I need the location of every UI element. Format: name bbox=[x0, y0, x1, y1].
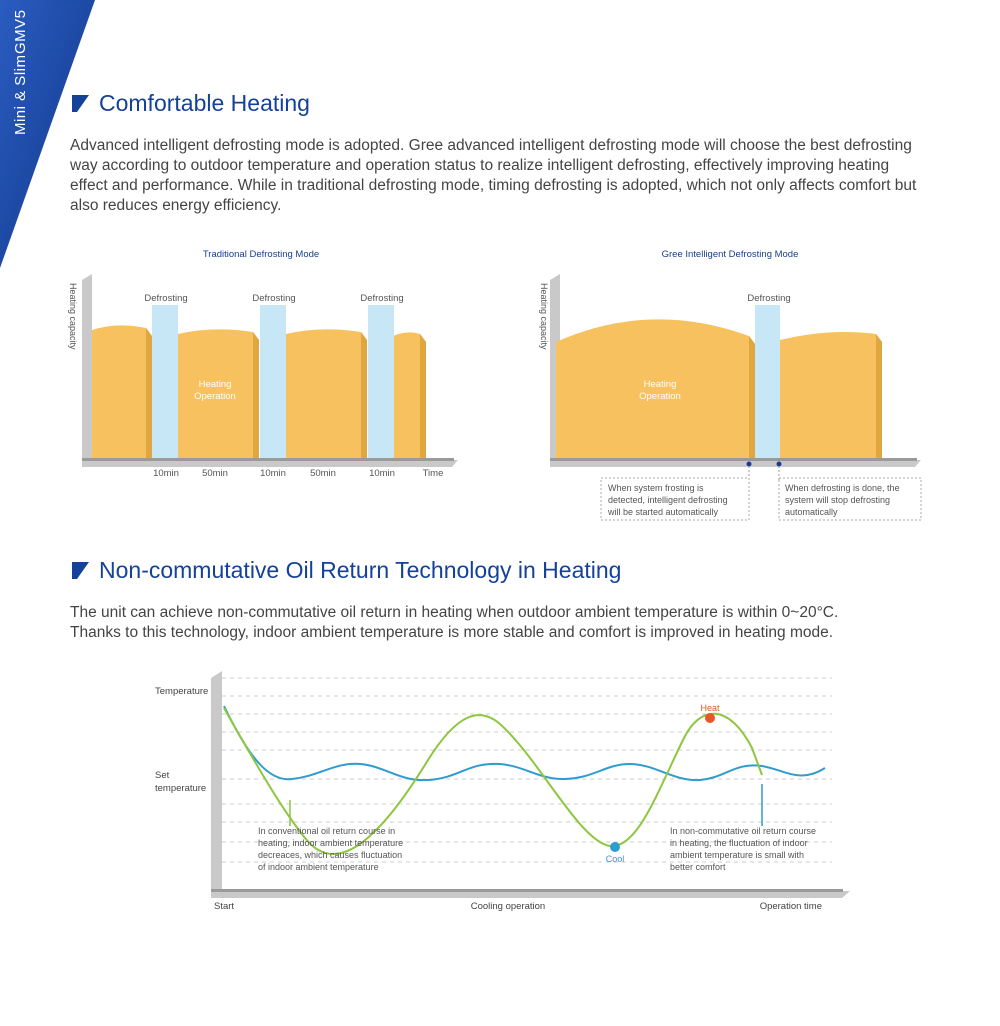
note-text: will be started automatically bbox=[608, 507, 719, 517]
y-axis-label: Temperature bbox=[155, 686, 209, 697]
chart-title: Traditional Defrosting Mode bbox=[202, 249, 320, 260]
heating-block bbox=[780, 332, 882, 458]
x-axis-base bbox=[82, 460, 458, 467]
defrost-bar bbox=[260, 305, 286, 458]
section-title: Non-commutative Oil Return Technology in Heating bbox=[99, 557, 622, 583]
defrost-label: Defrosting bbox=[252, 293, 296, 304]
note-text: When system frosting is bbox=[608, 483, 704, 493]
note-text: automatically bbox=[785, 507, 838, 517]
temperature-chart bbox=[145, 668, 850, 920]
x-tick-label: 50min bbox=[310, 468, 336, 479]
defrost-bar bbox=[368, 305, 394, 458]
annotation-text: decreaces, which causes fluctuation bbox=[258, 850, 403, 860]
annotation-text: heating, indoor ambient temperature bbox=[258, 838, 404, 848]
x-tick-label: 10min bbox=[260, 468, 286, 479]
annotation-text: In conventional oil return course in bbox=[258, 826, 396, 836]
series-line-blue bbox=[224, 706, 825, 780]
heating-block bbox=[92, 325, 152, 458]
annotation-text: of indoor ambient temperature bbox=[258, 862, 379, 872]
defrost-bar bbox=[152, 305, 178, 458]
heating-block bbox=[286, 329, 367, 458]
defrost-label: Defrosting bbox=[360, 293, 404, 304]
note-text: When defrosting is done, the bbox=[785, 483, 900, 493]
heating-label: Operation bbox=[194, 391, 236, 402]
gree-defrost-chart bbox=[530, 240, 930, 525]
y-axis-label: Heating capacity bbox=[539, 283, 549, 350]
y-axis bbox=[82, 274, 92, 466]
y-axis-label: Heating capacity bbox=[68, 283, 78, 350]
x-tick-label: 10min bbox=[369, 468, 395, 479]
x-tick-label: 50min bbox=[202, 468, 228, 479]
triangle-marker-icon bbox=[72, 95, 89, 112]
heating-label: Heating bbox=[198, 379, 232, 390]
triangle-marker-icon bbox=[72, 562, 89, 579]
comfortable-heating-heading bbox=[72, 90, 310, 117]
heating-label: Heating bbox=[643, 379, 677, 390]
series-name: GMV5 bbox=[12, 10, 29, 55]
heat-label: Heat bbox=[700, 703, 720, 713]
start-marker bbox=[747, 462, 752, 467]
x-axis-label: Operation time bbox=[759, 901, 822, 912]
series-subtitle: Mini & Slim bbox=[12, 54, 29, 136]
oil-return-heading bbox=[72, 557, 621, 584]
defrost-bar bbox=[755, 305, 780, 458]
corner-series-label bbox=[12, 10, 30, 135]
x-tick-label: Cooling operation bbox=[470, 901, 546, 912]
x-axis bbox=[211, 891, 850, 898]
heating-paragraph: Advanced intelligent defrosting mode is adopted. Gree advanced intelligent defrosting mode will choose the best defrosting way according to outdoor temperature and operation status to realize intelligent defrosting, effectively improving heating effect and performance. While in traditional defrosting mode, timing defrosting is adopted, which not only affects comfort but also reduces energy efficiency. bbox=[70, 137, 917, 214]
annotation-text: better comfort bbox=[670, 862, 726, 872]
note-text: detected, intelligent defrosting bbox=[608, 495, 728, 505]
x-axis-label: Time bbox=[422, 468, 444, 479]
traditional-defrost-chart bbox=[60, 240, 470, 485]
defrost-label: Defrosting bbox=[747, 293, 791, 304]
heat-marker bbox=[705, 713, 715, 723]
cool-marker bbox=[610, 842, 620, 852]
set-temperature-label: Set bbox=[155, 770, 170, 781]
x-tick-label: Start bbox=[214, 901, 235, 912]
section-title: Comfortable Heating bbox=[99, 90, 310, 116]
annotation-text: in heating, the fluctuation of indoor bbox=[670, 838, 808, 848]
heating-label: Operation bbox=[639, 391, 681, 402]
defrost-label: Defrosting bbox=[144, 293, 188, 304]
annotation-text: ambient temperature is small with bbox=[670, 850, 805, 860]
end-marker bbox=[777, 462, 782, 467]
x-axis-base bbox=[550, 460, 921, 467]
x-tick-label: 10min bbox=[153, 468, 179, 479]
note-text: system will stop defrosting bbox=[785, 495, 891, 505]
oil-return-paragraph: The unit can achieve non-commutative oil return in heating when outdoor ambient temperature is within 0~20°C. Thanks to this technology, indoor ambient temperature is more stable and comfort is improved in heating mode. bbox=[70, 604, 839, 641]
annotation-text: In non-commutative oil return course bbox=[670, 826, 817, 836]
cool-label: Cool bbox=[605, 854, 625, 864]
set-temperature-label: temperature bbox=[155, 783, 207, 794]
y-axis bbox=[211, 671, 222, 898]
chart-title: Gree Intelligent Defrosting Mode bbox=[661, 249, 799, 260]
